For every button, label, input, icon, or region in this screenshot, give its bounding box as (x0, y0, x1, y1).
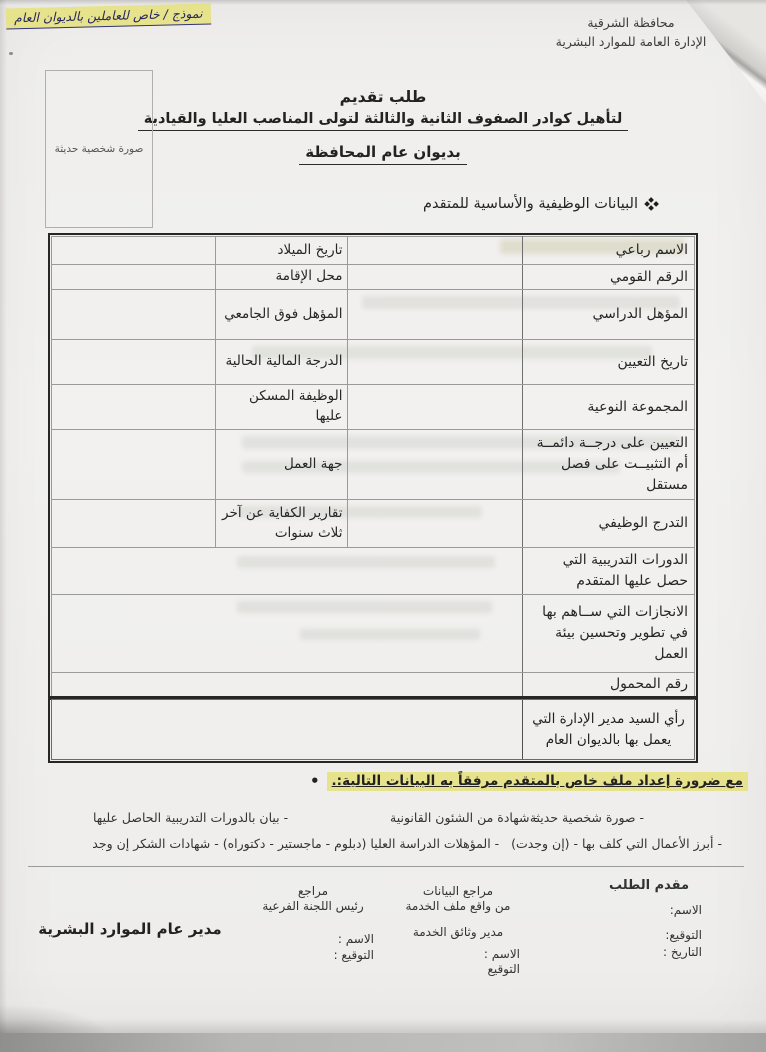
row-label-postgraduate: المؤهل فوق الجامعي (216, 290, 348, 340)
row-label-national-id: الرقم القومي (522, 265, 694, 290)
committee-reviewer-name-field: الاسم : (337, 932, 374, 946)
signature-block-committee-reviewer (252, 884, 374, 963)
input-cell (52, 265, 216, 290)
input-cell (52, 673, 523, 697)
data-reviewer-title-2: من واقع ملف الخدمة (405, 899, 511, 913)
manager-opinion-box (48, 696, 698, 763)
diamond-bullet-icon (645, 198, 658, 211)
row-label-job-group: المجموعة النوعية (522, 385, 694, 430)
input-cell (52, 340, 216, 385)
row-label-full-name: الاسم رباعي (522, 237, 694, 265)
signature-block-applicant (596, 878, 702, 960)
handwritten-note-text: نموذج / خاص للعاملين بالديوان العام (6, 4, 211, 30)
table-row (52, 290, 695, 340)
attachment-item-legal-certificate: - شهادة من الشئون القانونية (390, 810, 538, 825)
table-row (52, 673, 695, 697)
row-label-achievements: الانجازات التي ســاهم بها في تطوير وتحسين بيئة العمل (522, 595, 694, 673)
applicant-name-field: الاسم: (669, 903, 702, 917)
table-row (52, 500, 695, 548)
paper-bottom-shadow (0, 1019, 766, 1033)
input-cell (52, 290, 216, 340)
bullet-icon: • (309, 772, 320, 790)
data-reviewer-title-1: مراجع البيانات (422, 884, 494, 898)
section-heading-text: البيانات الوظيفية والأساسية للمتقدم (423, 196, 638, 212)
data-reviewer-role: مدير وثائق الخدمة (412, 925, 504, 939)
row-label-financial-grade: الدرجة المالية الحالية (216, 340, 348, 385)
scan-speck (9, 52, 13, 55)
input-cell (348, 500, 522, 548)
row-label-qualification: المؤهل الدراسي (522, 290, 694, 340)
row-label-mobile-number: رقم المحمول (522, 673, 694, 697)
row-label-workplace: جهة العمل (216, 430, 348, 500)
input-cell (52, 237, 216, 265)
committee-reviewer-title-1: مراجع (297, 884, 329, 898)
attachment-item-training-list: - بيان بالدورات التدريبية الحاصل عليها (93, 810, 289, 825)
requirements-note (310, 772, 748, 791)
input-cell (348, 430, 522, 500)
table-row (52, 340, 695, 385)
row-label-assigned-job: الوظيفة المسكن عليها (216, 385, 348, 430)
table-row (52, 385, 695, 430)
input-cell (52, 595, 523, 673)
row-label-performance-reports: تقارير الكفاية عن آخر ثلاث سنوات (216, 500, 348, 548)
letterhead-governorate: محافظة الشرقية (587, 15, 675, 30)
handwritten-note (6, 6, 211, 26)
input-cell (52, 430, 216, 500)
committee-reviewer-title-2: رئيس اللجنة الفرعية (262, 899, 364, 913)
committee-reviewer-signature-field: التوقيع : (333, 948, 374, 962)
row-label-residence: محل الإقامة (216, 265, 348, 290)
table-row (52, 548, 695, 595)
scan-edge-left (0, 0, 7, 1052)
form-subtitle-text: لتأهيل كوادر الصفوف الثانية والثالثة لتولى المناصب العليا والقيادية (138, 111, 629, 131)
hr-director-title: مدير عام الموارد البشرية (38, 920, 222, 938)
row-label-appointment-type: التعيين على درجــة دائمــة أم التثبيــت على فصل مستقل (522, 430, 694, 500)
input-cell (52, 548, 523, 595)
row-label-training-courses: الدورات التدريبية التي حصل عليها المتقدم (522, 548, 694, 595)
divider-line (28, 866, 744, 867)
input-cell (348, 340, 522, 385)
input-cell (348, 237, 522, 265)
opinion-label: رأي السيد مدير الإدارة التي يعمل بها بالديوان العام (522, 700, 694, 759)
input-cell (52, 500, 216, 548)
data-reviewer-signature-field: التوقيع (487, 962, 520, 976)
attachment-item-photo: - صورة شخصية حديثة (529, 810, 644, 825)
photo-placeholder (45, 70, 153, 228)
attachment-item-works-degrees: - أبرز الأعمال التي كلف بها - (إن وجدت) - المؤهلات الدراسة العليا (دبلوم - ماجستير - دكتوراه) - شهادات الشكر إن وجد (92, 836, 722, 851)
table-row (52, 265, 695, 290)
row-label-hire-date: تاريخ التعيين (522, 340, 694, 385)
row-label-career-path: التدرج الوظيفي (522, 500, 694, 548)
opinion-input-area (52, 700, 522, 759)
photo-placeholder-label: صورة شخصية حديثة (54, 143, 144, 155)
table-row (52, 237, 695, 265)
signature-block-data-reviewer (396, 884, 520, 977)
form-location-text: بديوان عام المحافظة (299, 143, 466, 165)
applicant-date-field: التاريخ : (662, 945, 702, 959)
input-cell (348, 385, 522, 430)
input-cell (52, 385, 216, 430)
data-reviewer-name-field: الاسم : (483, 947, 520, 961)
scan-edge-top (0, 0, 766, 5)
scanner-bed-strip (0, 1033, 766, 1052)
letterhead-department: الإدارة العامة للموارد البشرية (555, 34, 707, 50)
requirements-text: مع ضرورة إعداد ملف خاص بالمتقدم مرفقاً به البيانات التالية:. (327, 772, 748, 791)
input-cell (348, 290, 522, 340)
applicant-signature-field: التوقيع: (665, 928, 702, 942)
form-title: طلب تقديم (339, 88, 427, 106)
section-heading (423, 196, 658, 212)
applicant-title: مقدم الطلب (608, 878, 690, 893)
table-row (52, 430, 695, 500)
applicant-data-table (48, 233, 698, 700)
row-label-birth-date: تاريخ الميلاد (216, 237, 348, 265)
table-row (52, 595, 695, 673)
input-cell (348, 265, 522, 290)
